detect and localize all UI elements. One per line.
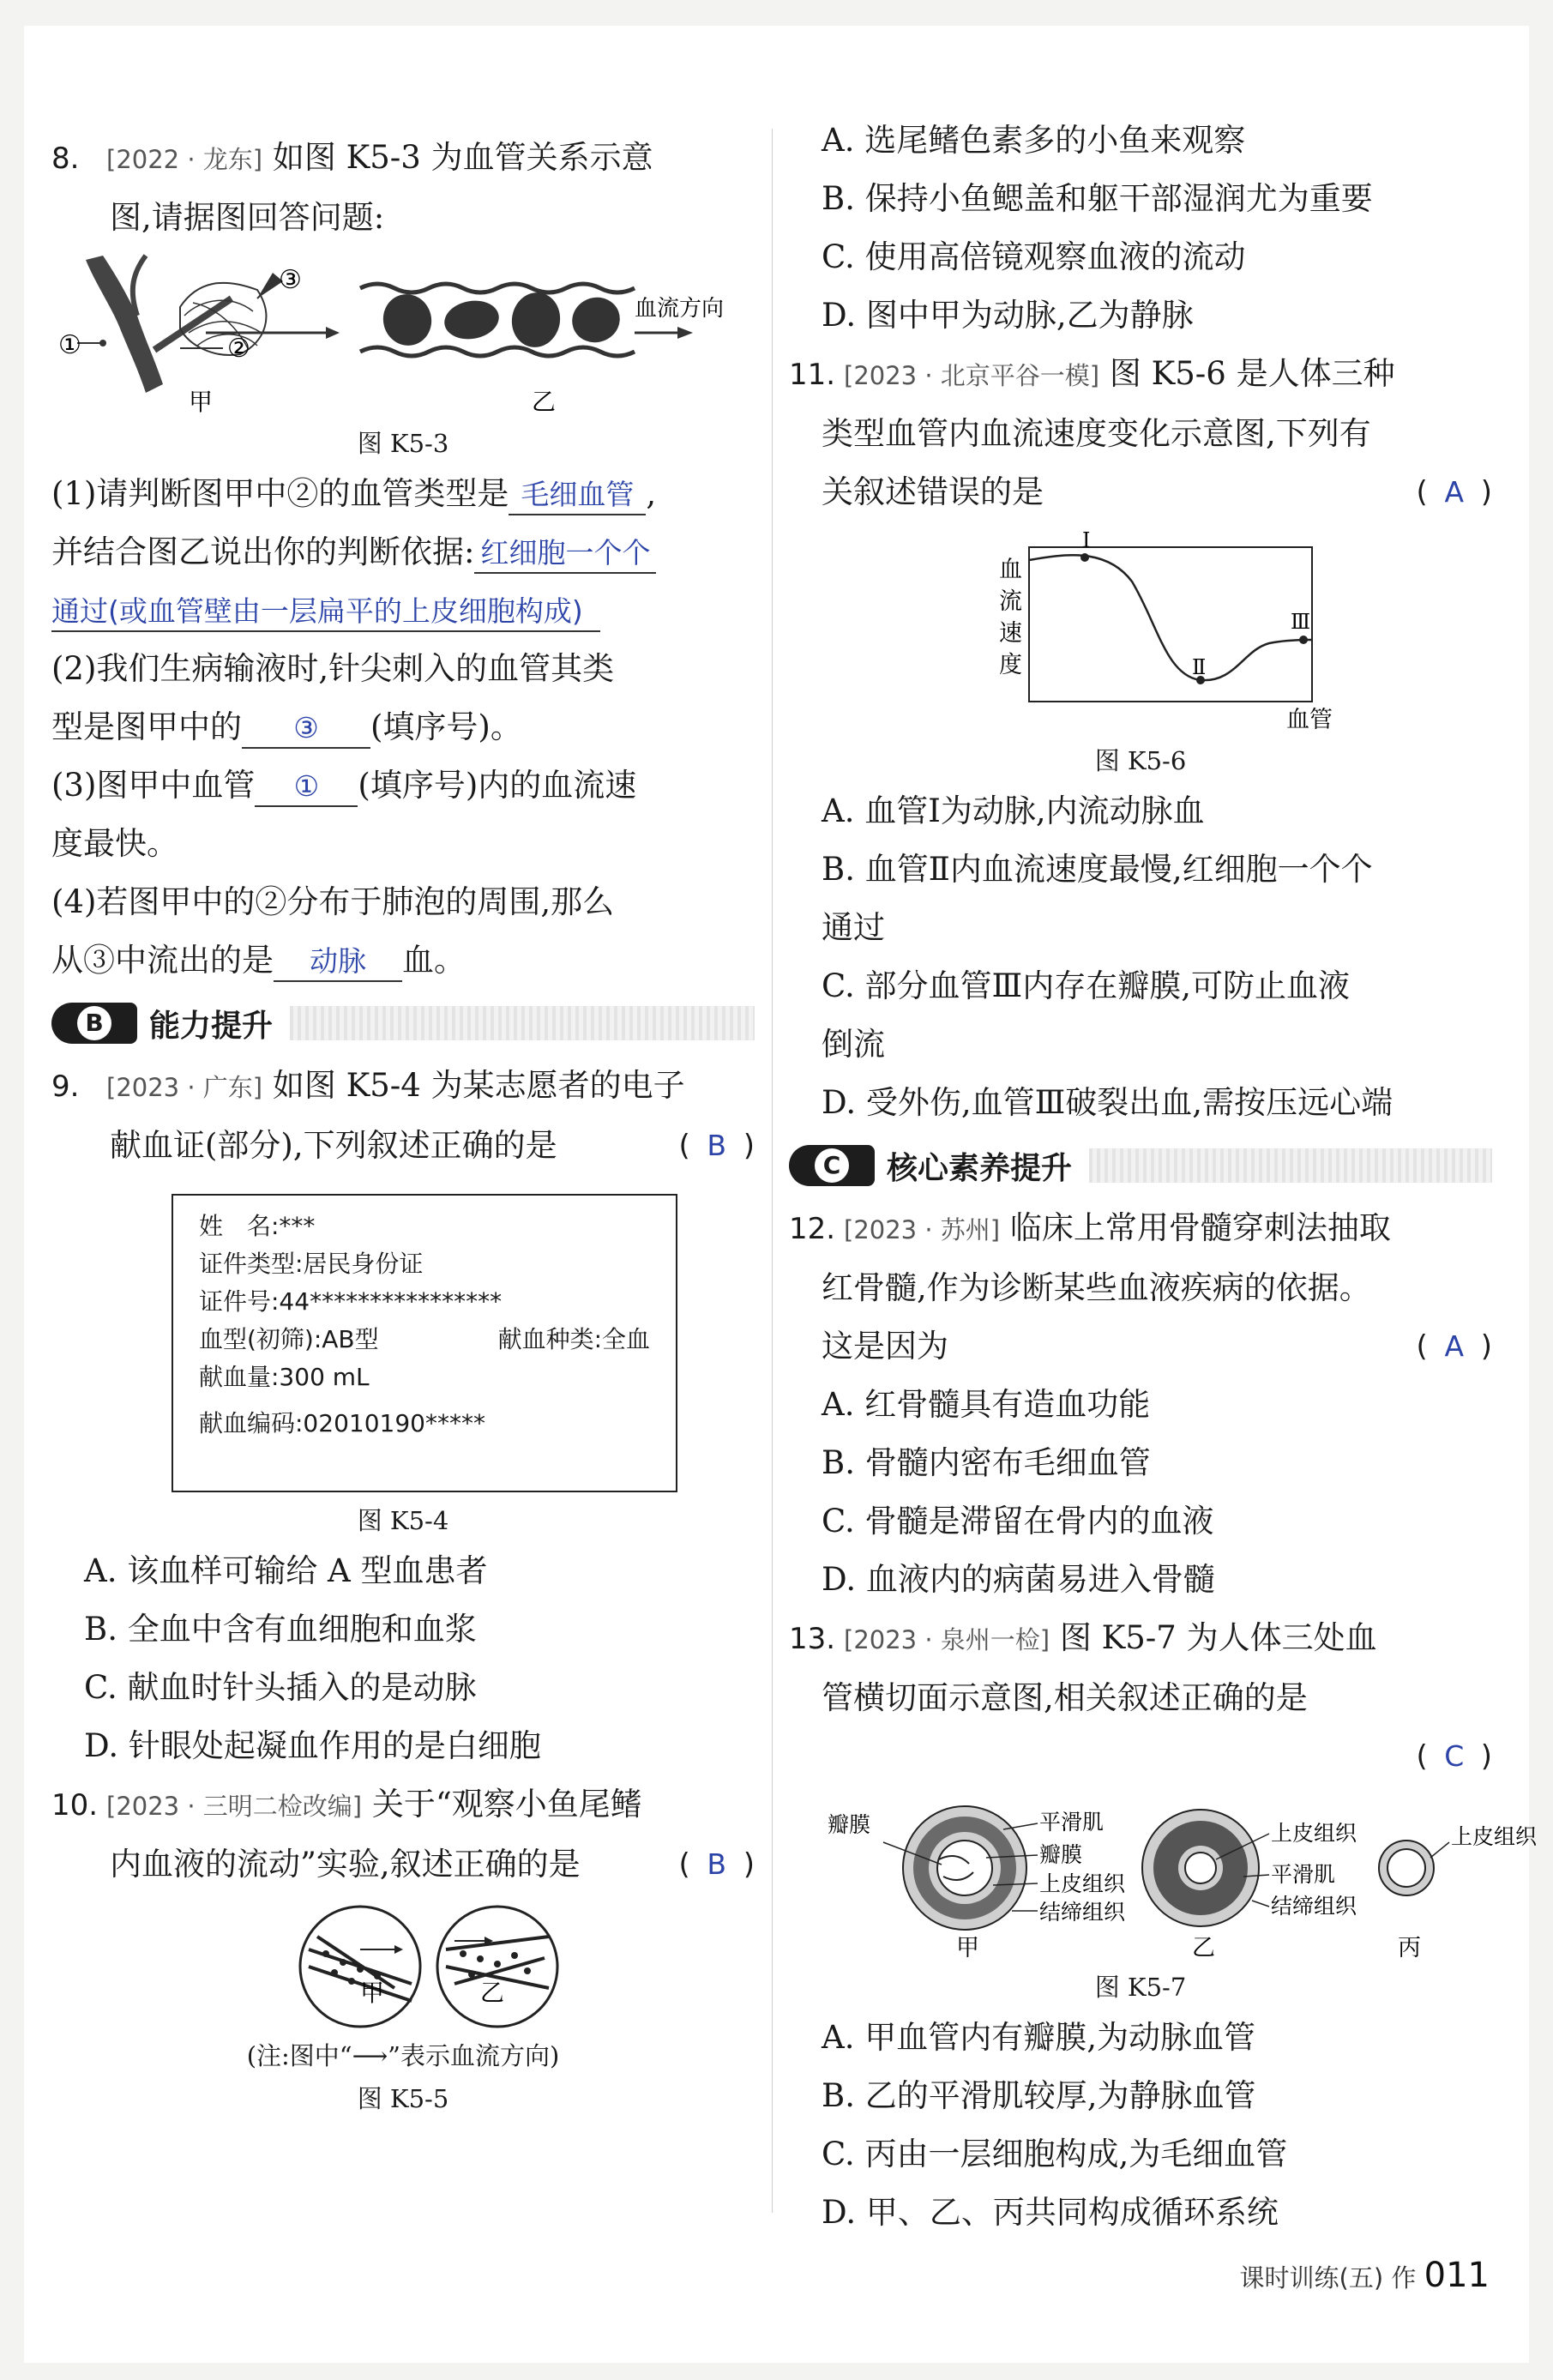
- answer-paren: ( C ): [1416, 1727, 1492, 1786]
- ylabel-1: 血: [999, 557, 1022, 583]
- question-stem: 这是因为: [822, 1328, 948, 1365]
- option-c[interactable]: C. 部分血管Ⅲ内存在瓣膜,可防止血液: [822, 967, 1350, 1004]
- option-b[interactable]: B. 血管Ⅱ内血流速度最慢,红细胞一个个: [822, 851, 1373, 888]
- flow-direction-label: 血流方向: [635, 296, 725, 322]
- card-name: 姓 名:***: [199, 1212, 316, 1240]
- sub-question-4: (4)若图甲中的②分布于肺泡的周围,那么: [51, 883, 615, 920]
- question-source: [2023 · 三明二检改编]: [106, 1792, 363, 1821]
- figure-caption: 图 K5-5: [357, 2084, 449, 2113]
- card-row: [199, 1321, 650, 1359]
- option-b[interactable]: B. 全血中含有血细胞和血浆: [84, 1611, 477, 1648]
- question-source: [2022 · 龙东]: [106, 145, 263, 174]
- vessel-tree-diagram: [58, 256, 340, 416]
- figure-caption: 图 K5-6: [1094, 746, 1187, 775]
- option-c[interactable]: C. 丙由一层细胞构成,为毛细血管: [822, 2136, 1288, 2172]
- ylabel-4: 度: [999, 652, 1022, 678]
- figure-k5-3: [51, 247, 755, 419]
- answer-paren: ( A ): [1416, 463, 1492, 521]
- ylabel-2: 流: [999, 588, 1022, 615]
- question-stem: 内血液的流动”实验,叙述正确的是: [110, 1846, 581, 1883]
- question-stem: 献血证(部分),下列叙述正确的是: [110, 1127, 557, 1164]
- question-number: 12.: [789, 1212, 836, 1246]
- figure-caption: 图 K5-4: [357, 1506, 449, 1535]
- vessel-cross-section-yi: [1142, 1810, 1357, 1961]
- panel-label-jia: 甲: [189, 388, 214, 416]
- capillary-diagram: [360, 284, 724, 416]
- section-badge: [51, 1003, 137, 1044]
- panel-label-yi: 乙: [1192, 1935, 1215, 1961]
- card-code: 献血编码:02010190*****: [199, 1409, 485, 1437]
- question-number: 9.: [51, 1069, 80, 1104]
- point-3: [1299, 636, 1308, 644]
- option-c[interactable]: C. 骨髓是滞留在骨内的血液: [822, 1503, 1214, 1539]
- column-divider: [772, 129, 773, 2213]
- punctuation: ,: [646, 475, 657, 512]
- answer-paren: ( B ): [678, 1117, 755, 1175]
- option-b[interactable]: B. 乙的平滑肌较厚,为静脉血管: [822, 2077, 1256, 2114]
- ylabel-3: 速: [999, 620, 1022, 647]
- label-smooth-muscle: 平滑肌: [1039, 1810, 1105, 1835]
- panel-label-bing: 丙: [1398, 1935, 1421, 1961]
- answer-choice[interactable]: B: [707, 1847, 727, 1881]
- card-donation-type: 献血种类:全血: [497, 1325, 650, 1353]
- label-vessel-3: Ⅲ: [1291, 610, 1311, 634]
- option-d[interactable]: D. 图中甲为动脉,乙为静脉: [822, 297, 1194, 334]
- option-d[interactable]: D. 甲、乙、丙共同构成循环系统: [822, 2194, 1279, 2231]
- question-source: [2023 · 北京平谷一模]: [844, 361, 1100, 390]
- question-10: [51, 1775, 755, 2120]
- answer-blank[interactable]: ①: [255, 768, 358, 807]
- figure-caption: 图 K5-3: [357, 429, 449, 458]
- view-label-yi: 乙: [480, 1979, 505, 2007]
- hint-text: (填序号)内的血流速: [358, 767, 637, 804]
- section-header-b: [51, 998, 755, 1048]
- answer-blank-cont[interactable]: 通过(或血管壁由一层扁平的上皮细胞构成): [51, 593, 600, 632]
- question-stem: 关于“观察小鱼尾鳍: [371, 1786, 642, 1823]
- section-header-c: [789, 1141, 1492, 1190]
- microscope-view-yi: [437, 1907, 557, 2027]
- answer-paren: ( B ): [678, 1835, 755, 1894]
- question-number: 10.: [51, 1788, 99, 1823]
- figure-k5-5: [51, 1902, 755, 2031]
- figure-caption: 图 K5-7: [1094, 1973, 1187, 2002]
- page-footer: [1240, 2256, 1490, 2295]
- suffix-text: 血。: [402, 942, 466, 979]
- question-source: [2023 · 泉州一检]: [844, 1625, 1050, 1654]
- question-stem: 关叙述错误的是: [822, 473, 1044, 510]
- answer-choice[interactable]: A: [1444, 1329, 1465, 1363]
- question-12: [789, 1199, 1492, 1609]
- option-d[interactable]: D. 受外伤,血管Ⅲ破裂出血,需按压远心端: [822, 1084, 1393, 1121]
- label-epithelium: 上皮组织: [1039, 1871, 1126, 1896]
- option-d[interactable]: D. 针眼处起凝血作用的是白细胞: [84, 1727, 541, 1764]
- section-title: 能力提升: [149, 1008, 274, 1044]
- card-id-type: 证件类型:居民身份证: [199, 1250, 424, 1278]
- label-epithelium: 上皮组织: [1451, 1824, 1538, 1849]
- option-c[interactable]: C. 献血时针头插入的是动脉: [84, 1669, 477, 1706]
- question-stem: 图 K5-6 是人体三种: [1109, 355, 1395, 392]
- label-valve-left: 瓣膜: [828, 1812, 871, 1837]
- label-3: ③: [279, 265, 302, 295]
- badge-letter: B: [77, 1006, 111, 1040]
- footer-label: 课时训练(五): [1239, 2263, 1384, 2293]
- card-amount: 献血量:300 mL: [199, 1363, 370, 1391]
- section-badge: [789, 1145, 875, 1186]
- option-d[interactable]: D. 血液内的病菌易进入骨髓: [822, 1561, 1215, 1598]
- sub-question-1: (1)请判断图甲中②的血管类型是: [51, 475, 509, 512]
- view-label-jia: 甲: [360, 1979, 385, 2007]
- answer-paren: ( A ): [1416, 1317, 1492, 1376]
- label-connective: 结缔组织: [1039, 1900, 1126, 1925]
- question-9: [51, 1057, 755, 1775]
- left-column: [51, 129, 755, 2120]
- question-stem: 管横切面示意图,相关叙述正确的是: [822, 1679, 1308, 1716]
- xlabel: 血管: [1286, 707, 1333, 733]
- answer-blank[interactable]: ③: [242, 709, 370, 749]
- question-stem: 图 K5-7 为人体三处血: [1059, 1619, 1377, 1656]
- option-a[interactable]: A. 血管Ⅰ为动脉,内流动脉血: [822, 792, 1205, 829]
- label-epithelium: 上皮组织: [1271, 1821, 1357, 1846]
- vessel-cross-section-jia: [828, 1806, 1126, 1961]
- answer-blank[interactable]: 动脉: [274, 943, 402, 982]
- option-b[interactable]: B. 保持小鱼鳃盖和躯干部湿润尤为重要: [822, 180, 1373, 217]
- option-a[interactable]: A. 该血样可输给 A 型血患者: [84, 1552, 488, 1589]
- question-number: 11.: [789, 358, 836, 392]
- microscope-view-jia: [300, 1907, 420, 2027]
- option-a[interactable]: A. 甲血管内有瓣膜,为动脉血管: [822, 2019, 1256, 2056]
- sub-question-4-cont: 从③中流出的是: [51, 942, 274, 979]
- section-decor-bar: [1089, 1148, 1492, 1183]
- label-smooth-muscle: 平滑肌: [1271, 1862, 1336, 1887]
- card-blood-type: 血型(初筛):AB型: [199, 1325, 379, 1353]
- graph-frame: [1029, 547, 1312, 702]
- sub-question-1-cont: 并结合图乙说出你的判断依据:: [51, 533, 475, 570]
- point-1: [1080, 553, 1089, 562]
- question-stem: 临床上常用骨髓穿刺法抽取: [1009, 1209, 1391, 1246]
- question-stem: 如图 K5-4 为某志愿者的电子: [272, 1067, 685, 1104]
- right-column: [789, 122, 1538, 2242]
- question-13: [789, 1609, 1538, 2242]
- section-decor-bar: [290, 1006, 755, 1040]
- label-connective: 结缔组织: [1271, 1894, 1357, 1919]
- question-source: [2023 · 广东]: [106, 1073, 263, 1102]
- page-number: 011: [1424, 2256, 1490, 2295]
- badge-letter: C: [815, 1148, 849, 1183]
- answer-blank[interactable]: 红细胞一个个: [474, 534, 656, 574]
- hint-text: (填序号)。: [370, 708, 522, 745]
- label-1: ①: [58, 330, 81, 360]
- figure-k5-4-wrap: [51, 1175, 755, 1492]
- question-stem: 图,请据图回答问题:: [110, 199, 385, 236]
- figure-k5-7: [789, 1791, 1538, 1962]
- panel-label-jia: 甲: [956, 1935, 979, 1961]
- sub-question-3: (3)图甲中血管: [51, 767, 256, 804]
- figure-note: (注:图中“⟶”表示血流方向): [246, 2041, 560, 2070]
- option-a[interactable]: A. 选尾鳍色素多的小鱼来观察: [822, 122, 1246, 159]
- answer-choice[interactable]: B: [707, 1129, 727, 1162]
- question-stem: 红骨髓,作为诊断某些血液疾病的依据。: [822, 1269, 1371, 1306]
- option-c[interactable]: C. 使用高倍镜观察血液的流动: [822, 238, 1246, 275]
- option-a[interactable]: A. 红骨髓具有造血功能: [822, 1386, 1151, 1423]
- velocity-curve: [1029, 555, 1312, 680]
- card-id-number: 证件号:44****************: [199, 1287, 503, 1316]
- blood-donation-card: [172, 1194, 677, 1492]
- panel-label-yi: 乙: [532, 388, 557, 416]
- footer-zuo: 作: [1391, 2263, 1417, 2293]
- sub-question-2: (2)我们生病输液时,针尖刺入的血管其类: [51, 650, 615, 687]
- answer-blank[interactable]: 毛细血管: [509, 476, 646, 515]
- label-2: ②: [227, 334, 250, 364]
- option-b[interactable]: B. 骨髓内密布毛细血管: [822, 1444, 1151, 1481]
- answer-choice[interactable]: C: [1444, 1739, 1465, 1773]
- question-source: [2023 · 苏州]: [844, 1215, 1001, 1244]
- question-number: 8.: [51, 142, 80, 176]
- question-number: 13.: [789, 1622, 836, 1656]
- question-11: [789, 345, 1492, 1132]
- section-title: 核心素养提升: [887, 1150, 1073, 1186]
- label-valve: 瓣膜: [1039, 1842, 1083, 1867]
- sub-question-2-cont: 型是图甲中的: [51, 708, 242, 745]
- option-b-cont[interactable]: 通过: [822, 909, 885, 946]
- question-stem: 如图 K5-3 为血管关系示意: [272, 139, 653, 176]
- option-c-cont[interactable]: 倒流: [822, 1026, 885, 1063]
- sub-question-3-cont: 度最快。: [51, 825, 178, 862]
- question-stem: 类型血管内血流速度变化示意图,下列有: [822, 415, 1371, 452]
- label-vessel-1: Ⅰ: [1082, 528, 1091, 552]
- question-8: [51, 129, 755, 990]
- label-vessel-2: Ⅱ: [1192, 655, 1207, 679]
- figure-k5-6-graph: [789, 530, 1492, 736]
- answer-choice[interactable]: A: [1444, 475, 1465, 509]
